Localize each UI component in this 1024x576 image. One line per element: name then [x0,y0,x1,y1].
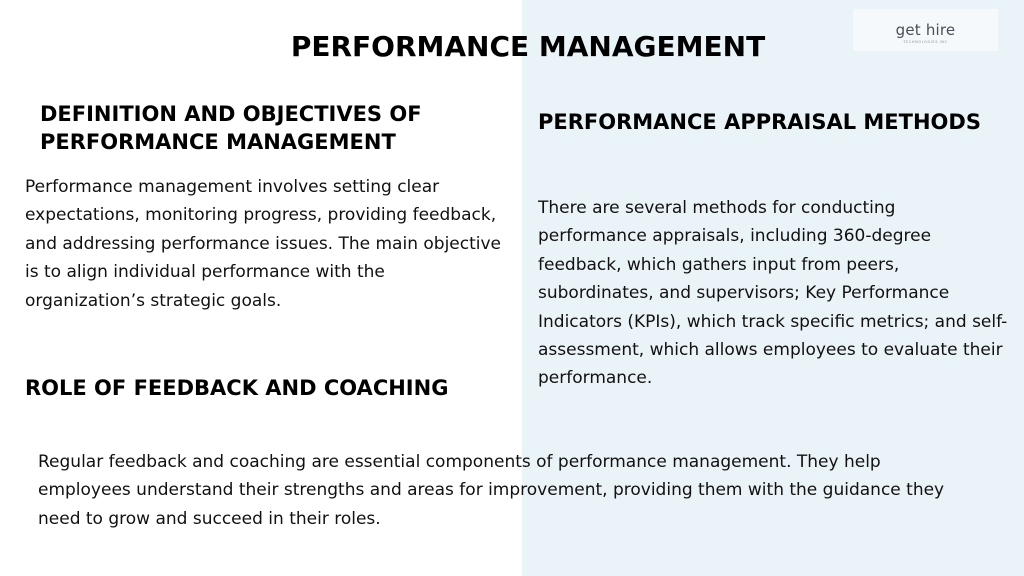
definition-heading: DEFINITION AND OBJECTIVES OF PERFORMANCE MANAGEMENT [40,102,422,154]
logo-text: get hire [895,21,956,39]
definition-body: Performance management involves setting clear expectations, monitoring progress, providing feedback, and addressing performance issues. The main objective is to align individual performance with the organization’s strategic goals. [25,177,502,311]
feedback-body: Regular feedback and coaching are essential components of performance management. They help employees understand their strengths and areas for improvement, providing them with the guidance they need to grow and succeed in their roles. [38,452,945,529]
appraisal-body: There are several methods for conducting performance appraisals, including 360-degree feedback, which gathers input from peers, subordinates, and supervisors; Key Performance Indicators (KPIs), which track specific metrics; and self-assessment, which allows employees to evaluate their performance. [538,198,1008,389]
feedback-heading: ROLE OF FEEDBACK AND COACHING [25,376,449,400]
logo-tagline: TECHNOLOGIES INC [903,40,948,44]
page-title: PERFORMANCE MANAGEMENT [290,30,766,63]
appraisal-heading: PERFORMANCE APPRAISAL METHODS [538,110,981,134]
